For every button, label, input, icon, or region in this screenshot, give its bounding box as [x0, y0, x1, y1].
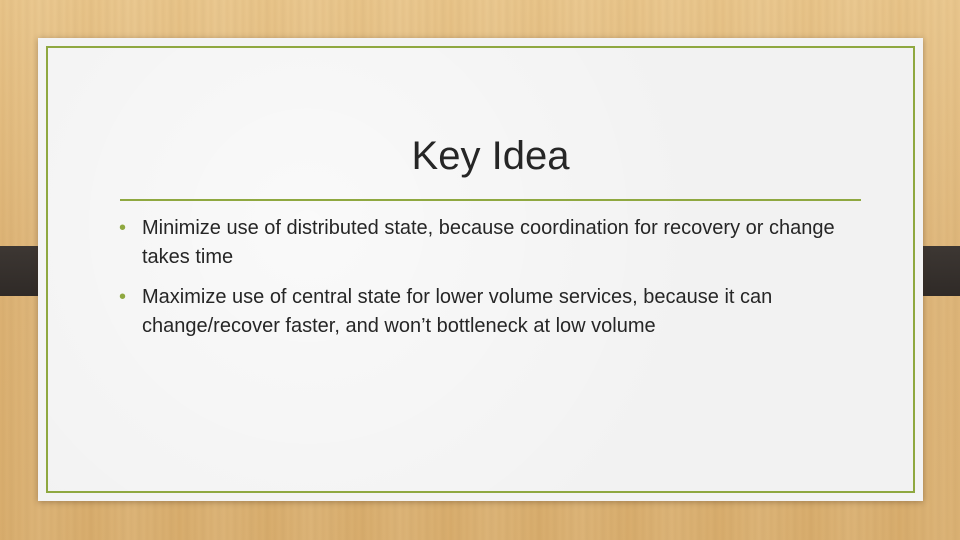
slide-card	[38, 38, 923, 501]
slide-border	[46, 46, 915, 493]
bullet-dot-icon: •	[119, 286, 127, 308]
slide-title: Key Idea	[411, 134, 570, 178]
bullet-item	[116, 283, 876, 341]
bullet-text: Minimize use of distributed state, because coordination for recovery or change takes time	[142, 217, 835, 268]
title-divider	[120, 199, 861, 201]
bullet-item	[116, 214, 876, 272]
bullet-text: Maximize use of central state for lower volume services, because it can change/recover faster, and won’t bottleneck at low volume	[142, 286, 773, 337]
bullet-dot-icon: •	[119, 217, 127, 239]
bullet-list	[116, 214, 876, 352]
